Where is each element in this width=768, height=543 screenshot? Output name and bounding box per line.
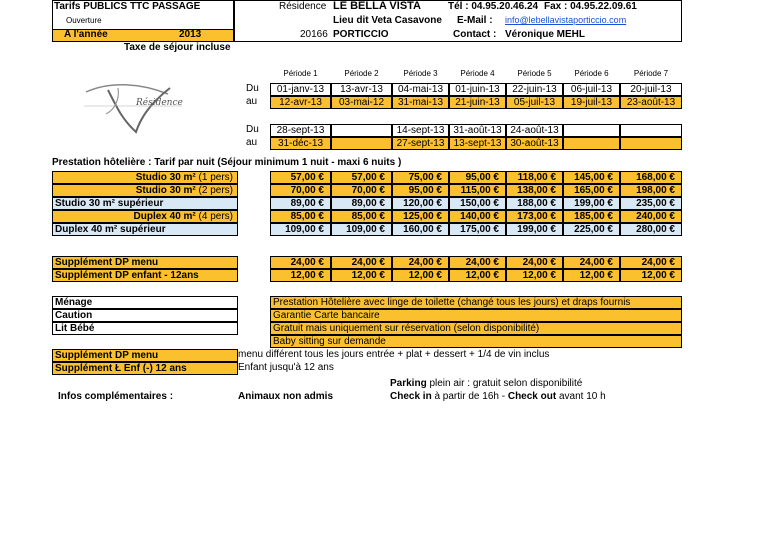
contact-name: Véronique MEHL [505,29,586,40]
periode-du2-6 [563,124,620,137]
price-cell: 95,00 € [392,184,449,197]
residence-name: LE BELLA VISTA [333,0,421,12]
price-cell: 89,00 € [270,197,331,210]
periode-du1-3: 04-mai-13 [392,83,449,96]
price-cell: 225,00 € [563,223,620,236]
price-cell: 89,00 € [331,197,392,210]
note-value: menu différent tous les jours entrée + plat + dessert + 1/4 de vin inclus [238,349,550,360]
parking-label: Parking [390,378,427,389]
service-value: Garantie Carte bancaire [270,309,682,322]
room-capacity: (2 pers) [195,185,233,196]
annee-label: A l'année [64,29,108,40]
prestation-row-label-4 [52,210,238,223]
periode-au2-4: 13-sept-13 [449,137,506,150]
service-value: Gratuit mais uniquement sur réservation (selon disponibilité) [270,322,682,335]
room-type: Duplex 40 m² [133,211,196,222]
infos-label: Infos complémentaires : [58,391,174,402]
price-cell: 165,00 € [563,184,620,197]
periode-du1-4: 01-juin-13 [449,83,506,96]
periode-au2-3: 27-sept-13 [392,137,449,150]
room-type: Studio 30 m² [135,172,196,183]
supplement-price: 12,00 € [449,269,506,282]
ouverture-label: Ouverture [66,16,102,25]
supplement-price: 24,00 € [331,256,392,269]
prestation-row-label-1 [52,171,238,184]
prestation-row-label-2 [52,184,238,197]
supplement-price: 12,00 € [506,269,563,282]
parking-info [390,378,582,389]
periode-label-1: Période 1 [283,69,318,78]
du-label-1: Du [246,83,259,94]
room-type: Studio 30 m² [135,185,196,196]
code-postal: 20166 [300,29,328,40]
checkout-text: avant 10 h [556,391,606,402]
periode-au1-7: 23-août-13 [620,96,682,109]
checkout-label: Check out [507,391,557,402]
note-value: Enfant jusqu'à 12 ans [238,362,334,373]
supplement-price: 12,00 € [563,269,620,282]
supplement-label: Supplément DP menu [52,256,238,269]
service-value: Prestation Hôtelière avec linge de toilette (changé tous les jours) et draps fournis [270,296,682,309]
periode-au2-1: 31-déc-13 [270,137,331,150]
service-label: Caution [52,309,238,322]
periode-au1-1: 12-avr-13 [270,96,331,109]
prestation-row-label-3 [52,197,238,210]
price-cell: 199,00 € [563,197,620,210]
service-label: Lit Bébé [52,322,238,335]
price-cell: 95,00 € [449,171,506,184]
price-cell: 150,00 € [449,197,506,210]
price-cell: 85,00 € [331,210,392,223]
price-cell: 160,00 € [392,223,449,236]
periode-du2-7 [620,124,682,137]
price-cell: 115,00 € [449,184,506,197]
periode-du2-4: 31-août-13 [449,124,506,137]
price-cell: 185,00 € [563,210,620,223]
periode-au1-3: 31-mai-13 [392,96,449,109]
prestation-title: Prestation hôtelière : Tarif par nuit (Séjour minimum 1 nuit - maxi 6 nuits ) [52,157,402,168]
supplement-price: 24,00 € [449,256,506,269]
price-cell: 280,00 € [620,223,682,236]
prestation-row-label-5 [52,223,238,236]
price-cell: 198,00 € [620,184,682,197]
checkin-text: à partir de 16h - [431,391,508,402]
room-capacity: (1 pers) [195,172,233,183]
periode-au2-2 [331,137,392,150]
supplement-price: 24,00 € [392,256,449,269]
note-label: Supplément Ł Enf (-) 12 ans [52,362,238,375]
contact-label: Contact : [453,29,497,40]
price-cell: 175,00 € [449,223,506,236]
price-cell: 109,00 € [270,223,331,236]
price-cell: 57,00 € [270,171,331,184]
room-capacity: (4 pers) [195,211,233,222]
periode-du1-1: 01-janv-13 [270,83,331,96]
periode-du2-5: 24-août-13 [506,124,563,137]
price-cell: 70,00 € [270,184,331,197]
periode-du1-2: 13-avr-13 [331,83,392,96]
logo-monogram-icon [78,80,188,136]
periode-label-5: Période 5 [517,69,552,78]
periode-au2-7 [620,137,682,150]
periode-label-3: Période 3 [403,69,438,78]
price-cell: 168,00 € [620,171,682,184]
room-type: Studio 30 m² supérieur [55,198,164,209]
supplement-label: Supplément DP enfant - 12ans [52,269,238,282]
email-label: E-Mail : [457,15,493,26]
au-label-2: au [246,137,258,148]
ville: PORTICCIO [333,29,389,40]
residence-label: Résidence [279,1,327,12]
price-cell: 57,00 € [331,171,392,184]
residence-logo [78,80,188,136]
supplement-price: 12,00 € [392,269,449,282]
telephone: Tél : 04.95.20.46.24 [448,1,539,12]
price-cell: 118,00 € [506,171,563,184]
periode-du1-6: 06-juil-13 [563,83,620,96]
service-value: Baby sitting sur demande [270,335,682,348]
price-cell: 140,00 € [449,210,506,223]
periode-du2-1: 28-sept-13 [270,124,331,137]
checkin-info [390,391,606,402]
periode-du2-3: 14-sept-13 [392,124,449,137]
periode-du2-2 [331,124,392,137]
price-cell: 70,00 € [331,184,392,197]
header-title: Tarifs PUBLICS TTC PASSAGE [54,1,201,12]
supplement-price: 24,00 € [563,256,620,269]
animaux-info: Animaux non admis [238,391,334,402]
periode-label-7: Période 7 [633,69,669,78]
periode-au1-4: 21-juin-13 [449,96,506,109]
service-label: Ménage [52,296,238,309]
checkin-label: Check in [390,391,432,402]
parking-text: plein air : gratuit selon disponibilité [426,378,583,389]
logo-text: Résidence [136,98,183,108]
taxe-label: Taxe de séjour incluse [124,42,231,53]
price-cell: 199,00 € [506,223,563,236]
periode-au1-2: 03-mai-12 [331,96,392,109]
supplement-price: 12,00 € [270,269,331,282]
du-label-2: Du [246,124,259,135]
periode-au1-5: 05-juil-13 [506,96,563,109]
price-cell: 235,00 € [620,197,682,210]
price-cell: 173,00 € [506,210,563,223]
price-cell: 85,00 € [270,210,331,223]
au-label-1: au [246,96,258,107]
supplement-price: 24,00 € [506,256,563,269]
price-cell: 125,00 € [392,210,449,223]
note-label: Supplément DP menu [52,349,238,362]
price-cell: 188,00 € [506,197,563,210]
annee-value: 2013 [179,29,202,40]
supplement-price: 24,00 € [270,256,331,269]
price-cell: 138,00 € [506,184,563,197]
supplement-price: 12,00 € [331,269,392,282]
price-cell: 145,00 € [563,171,620,184]
periode-label-4: Période 4 [460,69,495,78]
periode-du1-5: 22-juin-13 [506,83,563,96]
supplement-price: 24,00 € [620,256,682,269]
price-cell: 109,00 € [331,223,392,236]
price-cell: 120,00 € [392,197,449,210]
periode-label-2: Période 2 [344,69,379,78]
periode-au1-6: 19-juil-13 [563,96,620,109]
lieu-dit: Lieu dit Veta Casavone [333,15,442,26]
periode-label-6: Période 6 [574,69,609,78]
price-cell: 240,00 € [620,210,682,223]
price-cell: 75,00 € [392,171,449,184]
room-type: Duplex 40 m² supérieur [55,224,166,235]
periode-du1-7: 20-juil-13 [620,83,682,96]
periode-au2-5: 30-août-13 [506,137,563,150]
fax: Fax : 04.95.22.09.61 [544,1,637,12]
email-link[interactable]: info@lebellavistaporticcio.com [505,15,627,25]
periode-au2-6 [563,137,620,150]
supplement-price: 12,00 € [620,269,682,282]
